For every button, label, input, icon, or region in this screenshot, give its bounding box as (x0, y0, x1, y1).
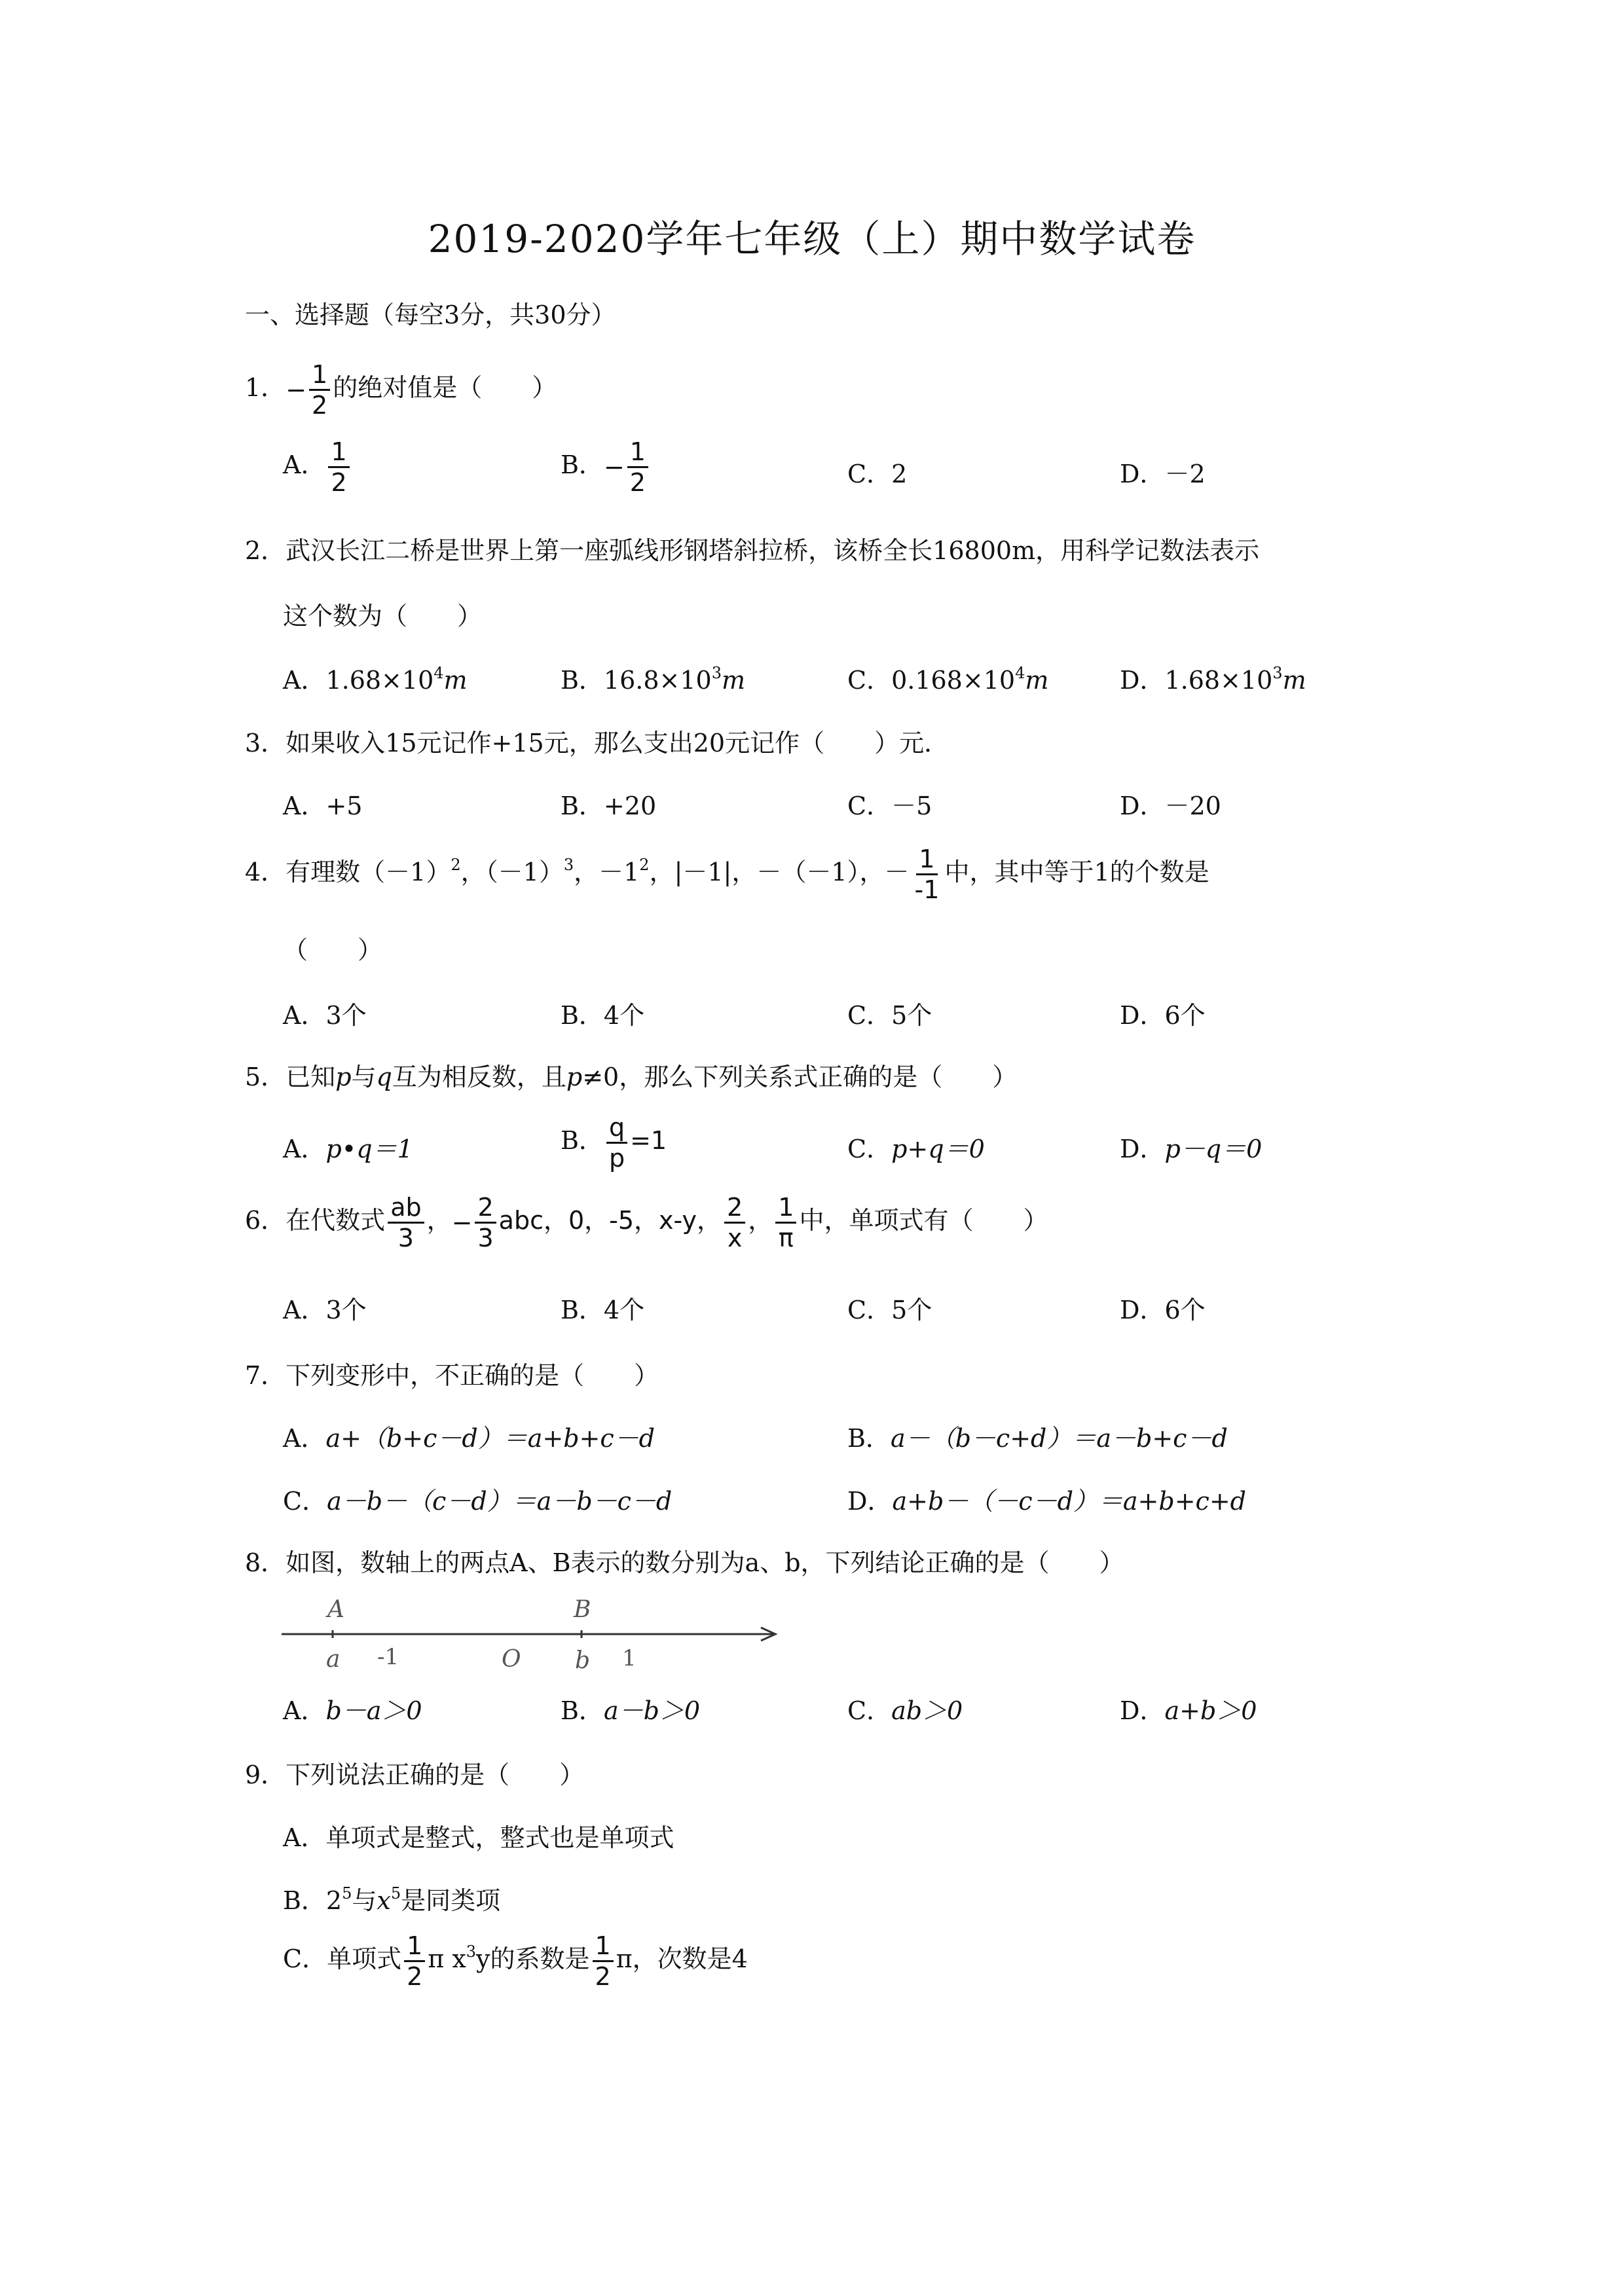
value-a-label: a (326, 1646, 341, 1673)
denominator: 2 (595, 1962, 611, 1991)
exponent: 2 (639, 856, 650, 874)
fraction (475, 1193, 496, 1252)
point-b-label: B (574, 1596, 591, 1623)
fraction (593, 1931, 614, 1991)
question-2-stem: 2．武汉长江二桥是世界上第一座弧线形钢塔斜拉桥，该桥全长16800m，用科学记数法表示 (245, 536, 1260, 565)
q7-option-a (283, 1418, 655, 1454)
numerator: 1 (593, 1931, 614, 1962)
stem-text: 中，其中等于1的个数是 (944, 858, 1209, 886)
option-label: C． (847, 1135, 892, 1163)
question-9-stem: 9．下列说法正确的是（ ） (245, 1760, 585, 1789)
numerator: ab (388, 1193, 424, 1224)
option-expression: p－q＝0 (1164, 1135, 1263, 1163)
denominator: x (727, 1224, 743, 1252)
numerator: 1 (775, 1193, 796, 1224)
variable: q (376, 1063, 392, 1091)
option-label: B． (561, 1126, 604, 1155)
q8-option-d (1120, 1690, 1257, 1726)
option-label: B． (561, 450, 604, 479)
minus-one-label: -1 (377, 1644, 399, 1670)
option-text: π，次数是4 (616, 1944, 748, 1973)
stem-text: ，（－1） (460, 858, 564, 886)
option-expression: a+b＞0 (1164, 1696, 1257, 1725)
denominator: p (608, 1144, 625, 1173)
stem-text: 与 (351, 1063, 377, 1091)
stem-text: ≠0，那么下列关系式正确的是（ ） (582, 1063, 1018, 1091)
unit: m (722, 666, 746, 695)
denominator: 3 (397, 1224, 414, 1252)
option-text: A．1.68×10 (283, 666, 434, 695)
exponent: 5 (342, 1884, 352, 1903)
option-text: B．16.8×10 (561, 666, 712, 695)
fraction (388, 1193, 424, 1252)
q4-option-b: B．4个 (561, 1001, 645, 1030)
q8-option-a (283, 1690, 422, 1726)
question-number: 1． (245, 373, 286, 402)
option-expression: a－b－（c－d）＝a－b－c－d (327, 1487, 673, 1516)
q3-option-b: B．+20 (561, 792, 657, 820)
option-label: B． (847, 1424, 891, 1453)
option-text: y的系数是 (476, 1944, 590, 1973)
option-label: A． (283, 1135, 326, 1163)
question-3-stem: 3．如果收入15元记作+15元，那么支出20元记作（ ）元． (245, 729, 950, 757)
option-label: A． (283, 1424, 326, 1453)
option-label: A． (283, 450, 326, 479)
numerator: 1 (627, 437, 648, 468)
denominator: 2 (629, 468, 646, 497)
q1-option-d: D．－2 (1120, 460, 1206, 488)
option-expression: =1 (630, 1126, 667, 1155)
q1-option-c: C．2 (847, 460, 908, 488)
q4-option-d: D．6个 (1120, 1001, 1206, 1030)
exponent: 3 (466, 1942, 477, 1961)
denominator: π (778, 1224, 794, 1252)
variable: p (566, 1063, 583, 1091)
q4-option-a: A．3个 (283, 1001, 367, 1030)
option-expression: ab＞0 (891, 1696, 963, 1725)
value-b-label: b (575, 1647, 591, 1674)
stem-text: 6．在代数式 (245, 1206, 386, 1235)
option-label: B． (561, 1696, 604, 1725)
exponent: 3 (1272, 664, 1283, 682)
q2-option-b (561, 660, 745, 696)
q9-option-a: A．单项式是整式，整式也是单项式 (283, 1823, 674, 1852)
question-7-stem: 7．下列变形中，不正确的是（ ） (245, 1361, 659, 1390)
fraction (328, 437, 349, 497)
numerator: 1 (404, 1931, 425, 1962)
question-2-stem-cont: 这个数为（ ） (283, 602, 483, 630)
option-text: D．1.68×10 (1120, 666, 1273, 695)
numerator: 1 (916, 845, 937, 875)
fraction (724, 1193, 745, 1252)
fraction (404, 1931, 425, 1991)
option-expression: b－a＞0 (325, 1696, 422, 1725)
q7-option-b (847, 1418, 1228, 1454)
option-label: A． (283, 1696, 326, 1725)
q8-option-b (561, 1690, 700, 1726)
exponent: 4 (434, 664, 444, 682)
option-label: D． (1120, 1135, 1165, 1163)
minus-sign: − (603, 452, 625, 482)
numerator: 2 (475, 1193, 496, 1224)
numerator: 1 (328, 437, 349, 468)
question-8-stem: 8．如图，数轴上的两点A、B表示的数分别为a、b，下列结论正确的是（ ） (245, 1548, 1124, 1577)
q3-option-c: C．－5 (847, 792, 932, 820)
numerator: 2 (724, 1193, 745, 1224)
stem-text: 互为相反数，且 (392, 1063, 566, 1091)
option-text: B．2 (283, 1886, 342, 1915)
option-text: π x (428, 1944, 466, 1973)
denominator: 2 (331, 468, 347, 497)
origin-label: O (502, 1646, 521, 1673)
q4-option-c: C．5个 (847, 1001, 932, 1030)
point-a-label: A (327, 1596, 344, 1623)
option-text: 是同类项 (401, 1886, 501, 1915)
q2-option-a (283, 660, 468, 696)
option-text: 与 (352, 1886, 377, 1915)
option-expression: a+（b+c－d）＝a+b+c－d (325, 1424, 655, 1453)
q2-option-d (1120, 660, 1306, 696)
minus-sign: − (286, 375, 307, 405)
exponent: 4 (1015, 664, 1025, 682)
stem-text: 5．已知 (245, 1063, 336, 1091)
q9-option-c (283, 1931, 748, 1991)
q5-option-d (1120, 1129, 1262, 1165)
question-6-stem (245, 1193, 1048, 1252)
unit: m (1282, 666, 1306, 695)
option-label: C． (283, 1487, 327, 1516)
option-expression: p•q＝1 (325, 1135, 413, 1163)
q5-option-c (847, 1129, 985, 1165)
exponent: 5 (390, 1884, 401, 1903)
variable: p (335, 1063, 352, 1091)
denominator: 2 (407, 1962, 423, 1991)
numerator: 1 (309, 360, 330, 391)
q7-option-d (847, 1481, 1246, 1517)
one-label: 1 (622, 1645, 637, 1671)
unit: m (443, 666, 468, 695)
stem-text: ，－1 (574, 858, 640, 886)
question-4-stem-cont: （ ） (283, 936, 383, 964)
variable: x (377, 1886, 391, 1915)
question-1-stem (245, 360, 557, 420)
option-expression: a－b＞0 (603, 1696, 701, 1725)
option-text: C．单项式 (283, 1944, 402, 1973)
q9-option-b (283, 1880, 500, 1916)
exponent: 2 (451, 856, 461, 874)
q7-option-c (283, 1481, 672, 1517)
option-label: D． (847, 1487, 893, 1516)
q6-option-d: D．6个 (1120, 1296, 1206, 1324)
stem-text: 的绝对值是（ ） (333, 373, 557, 402)
denominator: 2 (312, 391, 328, 420)
fraction (627, 437, 648, 497)
q3-option-a: A．+5 (283, 792, 363, 820)
q6-option-c: C．5个 (847, 1296, 932, 1324)
fraction (606, 1113, 627, 1173)
option-expression: p+q＝0 (891, 1135, 985, 1163)
fraction (775, 1193, 796, 1252)
q2-option-c (847, 660, 1048, 696)
numerator: q (606, 1113, 627, 1144)
exponent: 3 (711, 664, 722, 682)
option-expression: a－（b－c+d）＝a－b+c－d (890, 1424, 1228, 1453)
number-line-figure (275, 1584, 792, 1683)
question-5-stem (245, 1057, 1017, 1093)
page-title: 2019-2020学年七年级（上）期中数学试卷 (428, 217, 1196, 261)
option-label: C． (847, 1696, 892, 1725)
unit: m (1025, 666, 1049, 695)
question-4-stem (245, 845, 1209, 904)
fraction (309, 360, 330, 420)
stem-text: abc，0，-5，x-y， (498, 1206, 722, 1235)
stem-text: 中，单项式有（ ） (799, 1206, 1048, 1235)
q5-option-b (561, 1113, 667, 1173)
stem-text: 4．有理数（－1） (245, 858, 451, 886)
exponent: 3 (563, 856, 574, 874)
option-label: D． (1120, 1696, 1165, 1725)
denominator: 3 (477, 1224, 494, 1252)
fraction (912, 845, 942, 904)
q1-option-b (561, 437, 651, 497)
stem-text: ，|－1|，－（－1），－ (649, 858, 910, 886)
denominator: -1 (914, 875, 940, 904)
q8-option-c (847, 1690, 963, 1726)
option-text: C．0.168×10 (847, 666, 1016, 695)
option-expression: a+b－（－c－d）＝a+b+c+d (892, 1487, 1247, 1516)
separator: ， (426, 1206, 452, 1235)
minus-sign: − (451, 1208, 473, 1237)
separator: ， (748, 1206, 773, 1235)
q1-option-a (283, 437, 352, 497)
q6-option-b: B．4个 (561, 1296, 645, 1324)
section-heading: 一、选择题（每空3分，共30分） (245, 301, 616, 329)
q5-option-a (283, 1129, 413, 1165)
q3-option-d: D．－20 (1120, 792, 1221, 820)
q6-option-a: A．3个 (283, 1296, 367, 1324)
